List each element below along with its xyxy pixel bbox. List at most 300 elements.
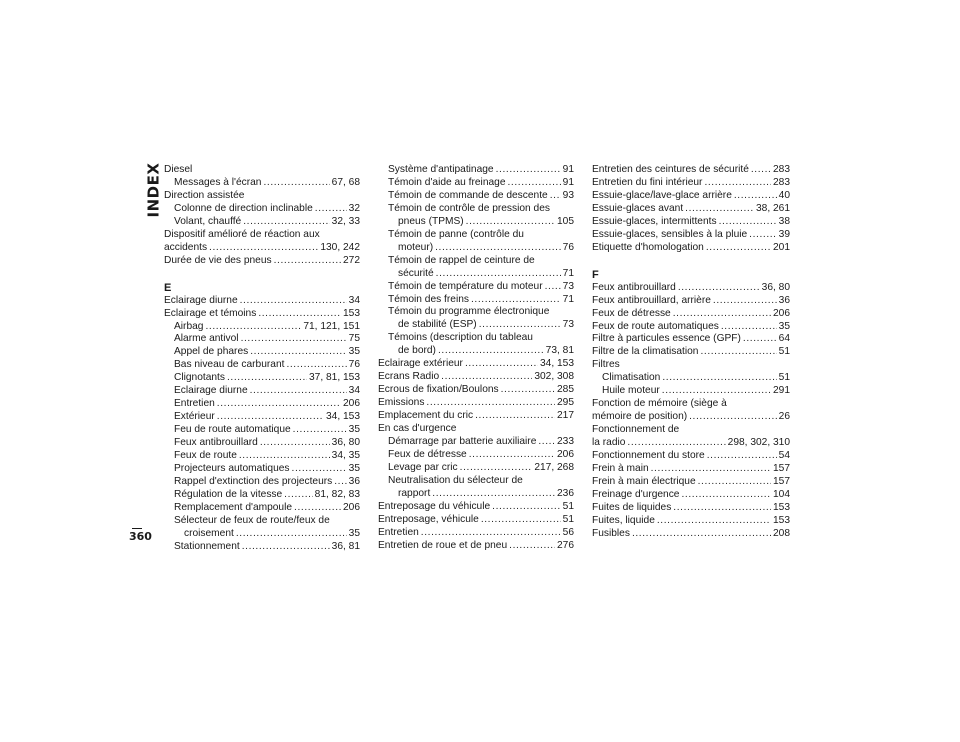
dot-leader xyxy=(507,177,560,190)
index-entry-pages: 91 xyxy=(562,164,574,175)
index-entry-pages: 32, 33 xyxy=(331,215,360,227)
dot-leader xyxy=(421,527,561,540)
index-entry-pages: 35 xyxy=(348,463,360,475)
index-entry xyxy=(164,411,360,424)
index-entry xyxy=(378,371,574,384)
index-entry-pages: 35 xyxy=(778,320,790,332)
index-entry-label: Frein à main électrique xyxy=(592,475,696,487)
index-entry xyxy=(592,450,790,463)
index-heading-line: Témoin de panne (contrôle du xyxy=(388,228,524,240)
dot-leader xyxy=(241,333,347,346)
index-entry xyxy=(378,294,574,307)
dot-leader xyxy=(496,164,561,177)
index-entry xyxy=(164,528,360,541)
index-entry xyxy=(592,437,790,450)
index-entry-pages: 283 xyxy=(773,176,790,188)
dot-leader xyxy=(632,528,771,541)
index-entry xyxy=(592,177,790,190)
index-entry-label: rapport xyxy=(398,487,431,499)
index-tab-label: INDEX xyxy=(144,162,163,218)
index-heading-line: Témoin de contrôle de pression des xyxy=(388,202,550,214)
index-entry-pages: 75 xyxy=(348,333,360,345)
index-entry-pages: 32 xyxy=(348,202,360,214)
index-entry xyxy=(378,268,574,281)
index-entry-pages: 73 xyxy=(562,319,574,331)
index-entry xyxy=(164,424,360,437)
dot-leader xyxy=(432,488,555,501)
index-entry-pages: 236 xyxy=(557,487,574,499)
index-entry-label: Bas niveau de carburant xyxy=(174,359,285,371)
index-entry-label: Entretien de roue et de pneu xyxy=(378,539,508,551)
dot-leader xyxy=(242,541,330,554)
index-entry xyxy=(164,541,360,554)
index-entry xyxy=(164,295,360,308)
dot-leader xyxy=(243,216,329,229)
index-entry-pages: 36 xyxy=(778,294,790,306)
dot-leader xyxy=(292,463,347,476)
index-entry-pages: 36, 80 xyxy=(761,281,790,293)
dot-leader xyxy=(284,489,313,502)
index-entry xyxy=(378,358,574,371)
dot-leader xyxy=(707,450,777,463)
dot-leader xyxy=(673,502,771,515)
index-side-tab xyxy=(132,162,163,218)
index-entry-pages: 104 xyxy=(773,488,790,500)
index-heading-line: Direction assistée xyxy=(164,189,245,201)
index-entry-label: Témoin de commande de descente xyxy=(388,189,548,201)
dot-leader xyxy=(545,281,561,294)
dot-leader xyxy=(662,372,776,385)
index-entry-pages: 233 xyxy=(557,436,574,448)
index-entry xyxy=(164,203,360,216)
dot-leader xyxy=(438,345,544,358)
index-entry-label: Démarrage par batterie auxiliaire xyxy=(388,436,537,448)
index-entry-label: Extérieur xyxy=(174,411,215,423)
index-heading-line: Fonction de mémoire (siège à xyxy=(592,398,727,410)
index-entry xyxy=(378,242,574,255)
dot-leader xyxy=(217,398,341,411)
index-entry-label: Feux antibrouillard, arrière xyxy=(592,294,711,306)
index-entry xyxy=(592,476,790,489)
index-entry-label: Eclairage diurne xyxy=(164,294,238,306)
dot-leader xyxy=(426,397,555,410)
index-entry xyxy=(164,385,360,398)
index-entry xyxy=(378,177,574,190)
index-entry xyxy=(378,190,574,203)
index-entry-label: sécurité xyxy=(398,267,434,279)
index-entry xyxy=(378,384,574,397)
dot-leader xyxy=(460,462,533,475)
index-entry xyxy=(592,190,790,203)
index-entry xyxy=(592,321,790,334)
index-entry-pages: 38, 261 xyxy=(756,202,790,214)
index-entry xyxy=(592,372,790,385)
dot-leader xyxy=(205,321,301,334)
index-entry-pages: 76 xyxy=(348,359,360,371)
index-entry-label: Entretien xyxy=(378,526,419,538)
index-entry-label: Fuites, liquide xyxy=(592,514,655,526)
index-entry-label: Feux antibrouillard xyxy=(174,437,258,449)
index-column-1 xyxy=(164,164,360,554)
index-entry-pages: 295 xyxy=(557,397,574,409)
index-entry xyxy=(164,398,360,411)
index-entry xyxy=(592,295,790,308)
index-entry-label: de bord) xyxy=(398,345,436,357)
index-entry-label: Volant, chauffé xyxy=(174,215,242,227)
index-entry xyxy=(592,203,790,216)
index-entry xyxy=(164,476,360,489)
index-entry-pages: 67, 68 xyxy=(331,176,360,188)
index-heading-line: Témoin de rappel de ceinture de xyxy=(388,254,535,266)
dot-leader xyxy=(698,476,771,489)
index-entry-pages: 206 xyxy=(557,448,574,460)
index-entry-label: Filtre de la climatisation xyxy=(592,346,699,358)
index-entry-pages: 157 xyxy=(773,463,790,475)
index-entry xyxy=(592,346,790,359)
index-entry-label: Freinage d'urgence xyxy=(592,488,680,500)
dot-leader xyxy=(209,242,318,255)
index-entry-pages: 285 xyxy=(557,384,574,396)
index-entry xyxy=(592,164,790,177)
dot-leader xyxy=(681,489,771,502)
dot-leader xyxy=(436,268,561,281)
entries-e-part1 xyxy=(164,295,360,554)
page-number: 360 xyxy=(129,530,152,543)
index-entry-label: moteur) xyxy=(398,241,434,253)
dot-leader xyxy=(435,242,561,255)
index-entry-pages: 35 xyxy=(348,424,360,436)
index-entry xyxy=(592,229,790,242)
dot-leader xyxy=(263,177,329,190)
index-heading-line: Témoins (description du tableau xyxy=(388,332,533,344)
index-entry xyxy=(378,345,574,358)
dot-leader xyxy=(250,346,346,359)
index-entry xyxy=(592,282,790,295)
index-entry-label: Ecrous de fixation/Boulons xyxy=(378,384,499,396)
index-entry-label: Clignotants xyxy=(174,372,225,384)
index-entry-pages: 51 xyxy=(778,346,790,358)
index-entry-pages: 36, 80 xyxy=(331,437,360,449)
dot-leader xyxy=(286,359,346,372)
index-entry-label: Projecteurs automatiques xyxy=(174,463,290,475)
index-entry-label: Fonctionnement du store xyxy=(592,450,705,462)
index-entry xyxy=(164,359,360,372)
index-entry-label: Huile moteur xyxy=(602,385,660,397)
index-entry-label: Eclairage extérieur xyxy=(378,358,463,370)
index-entry-label: Fuites de liquides xyxy=(592,501,672,513)
dot-leader xyxy=(689,411,777,424)
dot-leader xyxy=(678,282,760,295)
index-entry-pages: 291 xyxy=(773,385,790,397)
dot-leader xyxy=(627,437,725,450)
dot-leader xyxy=(466,216,555,229)
index-entry-label: Fusibles xyxy=(592,527,630,539)
index-entry-pages: 283 xyxy=(773,164,790,175)
index-entry xyxy=(378,540,574,553)
index-entry xyxy=(378,319,574,332)
dot-leader xyxy=(260,437,330,450)
index-entry-pages: 34, 35 xyxy=(331,450,360,462)
index-entry xyxy=(378,527,574,540)
dot-leader xyxy=(719,216,777,229)
index-entry xyxy=(164,333,360,346)
dot-leader xyxy=(704,177,771,190)
index-entry xyxy=(592,502,790,515)
index-entry-pages: 71 xyxy=(562,293,574,305)
section-letter-f: F xyxy=(592,268,599,281)
dot-leader xyxy=(538,436,555,449)
index-entry-label: Essuie-glaces avant xyxy=(592,202,684,214)
index-entry-label: Régulation de la vitesse xyxy=(174,488,283,500)
index-heading-line: Diesel xyxy=(164,164,193,175)
dot-leader xyxy=(240,295,347,308)
index-entry-label: Essuie-glaces, sensibles à la pluie xyxy=(592,228,748,240)
dot-leader xyxy=(706,242,771,255)
index-entry-label: Feux de route xyxy=(174,450,237,462)
index-column-2 xyxy=(378,164,574,553)
dot-leader xyxy=(673,308,771,321)
index-entry-label: de stabilité (ESP) xyxy=(398,319,477,331)
index-entry xyxy=(164,437,360,450)
index-entry xyxy=(378,449,574,462)
index-entry-label: Feux de détresse xyxy=(592,307,671,319)
index-entry-label: la radio xyxy=(592,437,626,449)
index-entry xyxy=(378,281,574,294)
index-heading-line: Fonctionnement de xyxy=(592,424,680,436)
dot-leader xyxy=(749,229,776,242)
dot-leader xyxy=(315,203,347,216)
index-entry-label: Etiquette d'homologation xyxy=(592,241,704,253)
dot-leader xyxy=(509,540,555,553)
index-entry-pages: 37, 81, 153 xyxy=(309,372,360,384)
index-entry-label: Feux de route automatiques xyxy=(592,320,719,332)
index-entry-label: Levage par cric xyxy=(388,461,458,473)
index-entry xyxy=(164,308,360,321)
index-entry-pages: 34, 153 xyxy=(540,358,574,370)
entries-d xyxy=(164,164,360,268)
index-entry-pages: 105 xyxy=(557,215,574,227)
index-entry-pages: 206 xyxy=(343,501,360,513)
index-entry xyxy=(592,216,790,229)
index-entry xyxy=(164,372,360,385)
index-entry-label: mémoire de position) xyxy=(592,411,688,423)
index-entry-pages: 298, 302, 310 xyxy=(727,437,790,449)
dot-leader xyxy=(651,463,771,476)
index-entry-label: Système d'antipatinage xyxy=(388,164,494,175)
index-entry-label: Entreposage, véhicule xyxy=(378,513,479,525)
index-column-3 xyxy=(592,164,790,541)
dot-leader xyxy=(481,514,561,527)
dot-leader xyxy=(236,528,347,541)
dot-leader xyxy=(471,294,561,307)
index-entry-pages: 71, 121, 151 xyxy=(303,320,360,332)
index-entry xyxy=(164,177,360,190)
index-entry-pages: 35 xyxy=(348,346,360,358)
index-entry xyxy=(592,489,790,502)
dot-leader xyxy=(441,371,532,384)
index-entry-pages: 64 xyxy=(778,333,790,345)
index-heading-line: Neutralisation du sélecteur de xyxy=(388,474,523,486)
dot-leader xyxy=(751,164,771,177)
dot-leader xyxy=(250,385,347,398)
index-entry-pages: 130, 242 xyxy=(320,241,360,253)
index-entry xyxy=(164,216,360,229)
index-entry xyxy=(378,436,574,449)
index-entry-label: Entretien xyxy=(174,398,215,410)
index-entry-pages: 71 xyxy=(562,267,574,279)
index-entry-label: Climatisation xyxy=(602,372,661,384)
index-entry-label: Messages à l'écran xyxy=(174,176,262,188)
index-entry-pages: 201 xyxy=(773,241,790,253)
index-entry xyxy=(164,463,360,476)
dot-leader xyxy=(721,321,777,334)
dot-leader xyxy=(685,203,754,216)
index-entry-label: Colonne de direction inclinable xyxy=(174,202,313,214)
dot-leader xyxy=(293,424,347,437)
index-entry xyxy=(592,515,790,528)
index-entry xyxy=(164,450,360,463)
dot-leader xyxy=(479,319,561,332)
index-entry xyxy=(378,488,574,501)
dot-leader xyxy=(294,502,341,515)
dot-leader xyxy=(492,501,561,514)
index-entry xyxy=(164,346,360,359)
index-entry-pages: 51 xyxy=(562,513,574,525)
index-entry-pages: 54 xyxy=(778,450,790,462)
index-entry-label: Emissions xyxy=(378,397,425,409)
dot-leader xyxy=(239,450,330,463)
index-entry-pages: 153 xyxy=(773,514,790,526)
entries-e-part2 xyxy=(378,164,574,553)
index-entry-label: pneus (TPMS) xyxy=(398,215,464,227)
index-entry-pages: 51 xyxy=(778,372,790,384)
dot-leader xyxy=(465,358,538,371)
index-entry-label: Frein à main xyxy=(592,463,649,475)
index-entry-pages: 38 xyxy=(778,215,790,227)
index-entry xyxy=(592,528,790,541)
index-entry-label: Durée de vie des pneus xyxy=(164,254,272,266)
entries-f xyxy=(592,282,790,541)
dot-leader xyxy=(550,190,561,203)
index-entry-pages: 51 xyxy=(562,500,574,512)
index-entry-pages: 34 xyxy=(348,385,360,397)
section-letter-e: E xyxy=(164,281,172,294)
index-entry xyxy=(592,463,790,476)
index-entry xyxy=(164,242,360,255)
entries-e-part3 xyxy=(592,164,790,255)
dot-leader xyxy=(501,384,555,397)
index-entry-pages: 208 xyxy=(773,527,790,539)
index-heading-line: Filtres xyxy=(592,359,620,371)
index-entry-pages: 217, 268 xyxy=(534,461,574,473)
index-entry xyxy=(378,514,574,527)
index-entry-pages: 26 xyxy=(778,411,790,423)
dot-leader xyxy=(657,515,771,528)
index-entry-pages: 36 xyxy=(348,475,360,487)
index-entry-label: Ecrans Radio xyxy=(378,371,440,383)
index-entry xyxy=(378,397,574,410)
dot-leader xyxy=(217,411,324,424)
index-entry-label: Essuie-glace/lave-glace arrière xyxy=(592,189,732,201)
index-entry-label: Alarme antivol xyxy=(174,333,239,345)
index-entry-label: Entreposage du véhicule xyxy=(378,500,491,512)
index-entry-pages: 39 xyxy=(778,228,790,240)
index-entry-pages: 153 xyxy=(773,501,790,513)
dot-leader xyxy=(713,295,777,308)
index-entry xyxy=(592,242,790,255)
index-entry-label: Essuie-glaces, intermittents xyxy=(592,215,717,227)
index-entry-label: Airbag xyxy=(174,320,204,332)
index-entry-label: Témoin des freins xyxy=(388,293,469,305)
index-entry-label: Appel de phares xyxy=(174,346,249,358)
index-entry-pages: 76 xyxy=(562,241,574,253)
index-entry xyxy=(592,385,790,398)
dot-leader xyxy=(227,372,307,385)
index-entry-label: Eclairage et témoins xyxy=(164,307,257,319)
dot-leader xyxy=(258,308,341,321)
index-entry-label: croisement xyxy=(184,527,234,539)
index-entry-pages: 34, 153 xyxy=(326,411,360,423)
dot-leader xyxy=(743,333,777,346)
dot-leader xyxy=(662,385,771,398)
index-entry xyxy=(592,411,790,424)
index-heading-line: En cas d'urgence xyxy=(378,423,457,435)
index-entry-pages: 157 xyxy=(773,475,790,487)
index-entry-label: Entretien du fini intérieur xyxy=(592,176,703,188)
index-entry xyxy=(378,216,574,229)
index-entry-pages: 40 xyxy=(778,189,790,201)
index-entry-label: Témoin d'aide au freinage xyxy=(388,176,506,188)
index-entry-pages: 35 xyxy=(348,527,360,539)
index-entry-label: Entretien des ceintures de sécurité xyxy=(592,164,749,175)
index-entry-label: Feux de détresse xyxy=(388,448,467,460)
dot-leader xyxy=(334,476,346,489)
index-heading-line: Dispositif amélioré de réaction aux xyxy=(164,228,320,240)
index-entry-label: accidents xyxy=(164,241,208,253)
index-entry-label: Stationnement xyxy=(174,540,240,552)
index-entry-pages: 153 xyxy=(343,307,360,319)
index-entry-pages: 36, 81 xyxy=(331,540,360,552)
index-entry-label: Rappel d'extinction des projecteurs xyxy=(174,475,333,487)
index-entry xyxy=(164,489,360,502)
index-entry-pages: 73 xyxy=(562,280,574,292)
index-entry xyxy=(378,410,574,423)
index-entry xyxy=(378,164,574,177)
index-entry xyxy=(378,501,574,514)
index-entry-pages: 93 xyxy=(562,189,574,201)
index-entry xyxy=(592,308,790,321)
index-entry-pages: 217 xyxy=(557,410,574,422)
index-entry-pages: 56 xyxy=(562,526,574,538)
index-entry-label: Emplacement du cric xyxy=(378,410,474,422)
index-entry-pages: 206 xyxy=(773,307,790,319)
index-entry-pages: 272 xyxy=(343,254,360,266)
index-entry-pages: 302, 308 xyxy=(534,371,574,383)
index-entry-pages: 34 xyxy=(348,294,360,306)
dot-leader xyxy=(475,410,555,423)
index-entry-pages: 81, 82, 83 xyxy=(314,488,360,500)
index-entry xyxy=(164,321,360,334)
index-entry xyxy=(164,255,360,268)
page-number-rule xyxy=(132,528,142,529)
index-entry xyxy=(164,502,360,515)
index-entry xyxy=(378,462,574,475)
index-entry-label: Eclairage diurne xyxy=(174,385,248,397)
index-entry-pages: 206 xyxy=(343,398,360,410)
index-entry-label: Remplacement d'ampoule xyxy=(174,501,293,513)
dot-leader xyxy=(734,190,777,203)
index-heading-line: Témoin du programme électronique xyxy=(388,306,550,318)
